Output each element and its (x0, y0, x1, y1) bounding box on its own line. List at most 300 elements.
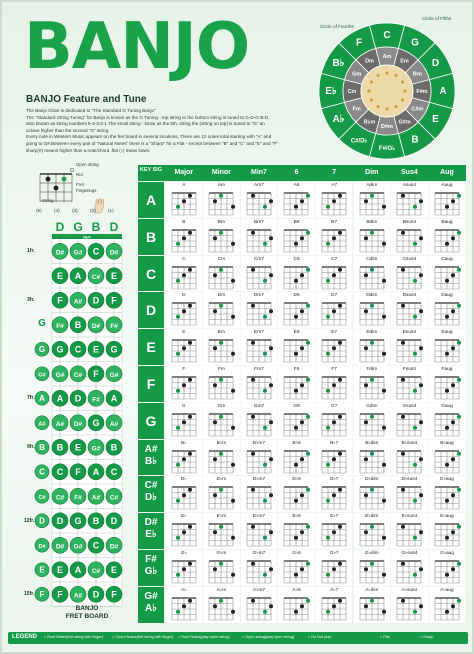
finger-dot (364, 494, 368, 498)
key-signature-cell (138, 292, 164, 328)
chord-cell (241, 329, 278, 365)
chord-fingering-diagram (206, 558, 236, 584)
chord-name: Dm7 (253, 293, 265, 299)
finger-dot (300, 383, 304, 387)
finger-dot (445, 315, 449, 319)
chord-name: B♭ (181, 440, 187, 446)
fret-note-label: G (92, 417, 100, 428)
finger-dot (326, 426, 330, 430)
finger-dot (401, 451, 405, 455)
chord-name: A♭ (181, 587, 187, 593)
fifth-string-label: A (39, 394, 45, 404)
chord-fingering-diagram (357, 337, 387, 363)
fifth-string-label: F (39, 590, 45, 600)
chord-cell (203, 292, 240, 328)
fret-note-label: G# (109, 371, 119, 379)
intro-line: also known as string numbers 5-4-3-2-1 The small string - know as the 5th, string the (string on top) is tuned to "G" an (26, 121, 265, 127)
finger-dot (306, 599, 310, 603)
fret-note-label: A# (109, 420, 119, 428)
wheel-major-key: A (439, 86, 447, 97)
chord-type-header: 6 (294, 169, 299, 176)
finger-dot (382, 352, 386, 356)
intro-line: going to G#.Between every pair of "Natural Notes" there is a "Sharp" for a Flat - except between "B" and "C" and "E" and "F" (26, 140, 278, 146)
finger-dot (451, 236, 455, 240)
chord-fingering-diagram (281, 300, 311, 326)
chord-name: Em7 (254, 330, 264, 336)
key-signature-cell (138, 550, 164, 586)
finger-dot (182, 310, 186, 314)
finger-dot (231, 315, 235, 319)
finger-dot (219, 341, 223, 345)
chord-fingering-diagram (357, 521, 387, 547)
chord-fingering-diagram (244, 374, 274, 400)
chord-cell (203, 587, 240, 623)
finger-dot (401, 341, 405, 345)
finger-dot (182, 530, 186, 534)
finger-dot (451, 346, 455, 350)
finger-dot (231, 205, 235, 209)
finger-dot (300, 236, 304, 240)
chord-name: Fm (217, 367, 225, 372)
finger-dot (300, 457, 304, 461)
finger-dot (251, 378, 255, 382)
chord-cell (241, 292, 278, 328)
chord-name: G♭dim (364, 551, 379, 556)
finger-dot (213, 310, 217, 314)
fret-note-label: C# (91, 273, 101, 281)
finger-dot (176, 242, 180, 246)
chord-fingering-diagram (357, 411, 387, 437)
wheel-major-key: B (411, 134, 419, 146)
chord-fingering-diagram (244, 448, 274, 474)
chord-fingering-diagram (357, 264, 387, 290)
finger-dot (364, 420, 368, 424)
finger-dot (419, 457, 423, 461)
chord-fingering-diagram (319, 227, 349, 253)
finger-dot (401, 525, 405, 529)
fret-note-label: E (92, 344, 100, 355)
chord-cell (203, 550, 240, 586)
chord-fingering-diagram (281, 521, 311, 547)
finger-dot (445, 205, 449, 209)
chord-name: G (181, 403, 186, 409)
chord-fingering-diagram (319, 558, 349, 584)
finger-dot (413, 610, 417, 614)
finger-dot (338, 304, 342, 308)
chord-name: D7 (331, 293, 338, 299)
finger-dot (188, 525, 192, 529)
finger-dot (364, 199, 368, 203)
circle-fifths-label: Circle of Fifths (422, 16, 452, 21)
wheel-minor-key: Gm (352, 71, 362, 78)
finger-dot (370, 488, 374, 492)
chord-name: G♭6 (292, 551, 301, 556)
finger-dot (419, 273, 423, 277)
finger-dot (213, 457, 217, 461)
chord-name: G♭m7 (252, 551, 266, 556)
chord-cell (391, 219, 428, 255)
finger-dot (300, 420, 304, 424)
finger-dot (294, 536, 298, 540)
finger-dot (326, 536, 330, 540)
chord-fingering-diagram (319, 484, 349, 510)
finger-dot (188, 267, 192, 271)
finger-dot (176, 278, 180, 282)
finger-dot (269, 420, 273, 424)
intro-line: The "Standard String Tuning" for Banjo is known as the G Tuning - top string to the bottom string is tuned to G-D-G-B-D. (26, 114, 270, 120)
wheel-major-key: C#/D♭ (350, 138, 368, 145)
finger-dot (445, 499, 449, 503)
chord-fingering-diagram (281, 227, 311, 253)
key-label: F# (145, 554, 157, 565)
chord-cell (278, 182, 315, 218)
chord-fingering-diagram (206, 374, 236, 400)
chord-fingering-diagram (432, 300, 462, 326)
chord-cell (278, 329, 315, 365)
finger-dot (263, 389, 267, 393)
finger-dot (306, 525, 310, 529)
chord-fingering-diagram (244, 337, 274, 363)
chord-cell (166, 366, 203, 402)
chord-name: D♭6 (292, 477, 301, 483)
key-sig-header: KEY SIG (139, 167, 163, 173)
chord-cell (316, 476, 353, 512)
finger-dot (332, 199, 336, 203)
chord-table-header (138, 165, 466, 181)
chord-name: B♭dim (365, 440, 379, 446)
finger-dot (300, 530, 304, 534)
chord-fingering-diagram (169, 264, 199, 290)
chord-cell (241, 440, 278, 476)
finger-dot (294, 352, 298, 356)
wheel-minor-key: Em (400, 58, 409, 65)
legend-item: = Flat (380, 635, 390, 639)
wheel-center-dot (370, 80, 373, 83)
chord-name: E♭7 (330, 514, 339, 520)
finger-dot (382, 610, 386, 614)
fifth-string-label: G# (38, 372, 46, 379)
finger-dot (419, 604, 423, 608)
finger-dot (332, 604, 336, 608)
finger-dot (231, 462, 235, 466)
fret-note-label: E (110, 564, 118, 575)
chord-cell (166, 513, 203, 549)
finger-dot (370, 599, 374, 603)
chord-fingering-diagram (206, 521, 236, 547)
chord-cell (203, 440, 240, 476)
finger-dot (401, 415, 405, 419)
finger-dot (445, 426, 449, 430)
key-label: G# (144, 590, 158, 602)
chord-fingering-diagram (206, 227, 236, 253)
wheel-minor-key: Fm (352, 106, 361, 113)
chord-fingering-diagram (281, 337, 311, 363)
fret-note-label: C (110, 466, 118, 477)
finger-dot (413, 278, 417, 282)
finger-dot (219, 267, 223, 271)
wheel-center-dot (370, 98, 373, 101)
finger-dot (401, 194, 405, 198)
fret-note-label: B (56, 442, 64, 453)
finger-dot (382, 426, 386, 430)
finger-dot (457, 341, 461, 345)
wheel-center-dot (385, 71, 388, 74)
chord-name: Fm7 (254, 367, 264, 372)
key-signature-cell (138, 329, 164, 365)
chord-fingering-diagram (394, 300, 424, 326)
finger-dot (231, 610, 235, 614)
finger-dot (401, 267, 405, 271)
finger-dot (382, 205, 386, 209)
chord-fingering-diagram (432, 337, 462, 363)
finger-dot (419, 567, 423, 571)
finger-dot (251, 231, 255, 235)
chord-fingering-diagram (394, 521, 424, 547)
fret-note-label: F# (110, 322, 118, 330)
chord-fingering-diagram (281, 374, 311, 400)
finger-dot (182, 199, 186, 203)
chord-fingering-diagram (394, 448, 424, 474)
finger-dot (338, 562, 342, 566)
intro-line: Every note in Western Music appears on the fret board in several locations, There are 12 notes total starting with "A" and (26, 134, 272, 140)
chord-fingering-diagram (394, 374, 424, 400)
chord-cell (391, 329, 428, 365)
finger-dot (364, 310, 368, 314)
legend-item: = Root Notes(play open string) (178, 635, 230, 639)
chord-name: Esus4 (402, 330, 417, 336)
chord-fingering-diagram (169, 484, 199, 510)
chord-cell (354, 329, 391, 365)
chord-cell (203, 182, 240, 218)
chord-cell (241, 513, 278, 549)
finger-dot (188, 304, 192, 308)
finger-dot (294, 205, 298, 209)
string-number: (4) (54, 208, 60, 213)
finger-dot (364, 567, 368, 571)
wheel-major-key: D (431, 58, 440, 69)
chord-cell (203, 476, 240, 512)
fret-note-label: F (111, 589, 117, 600)
chord-name: E6 (293, 330, 300, 336)
key-label: A# (144, 443, 158, 455)
finger-dot (401, 378, 405, 382)
wheel-center-dot (376, 105, 379, 108)
finger-dot (263, 352, 267, 356)
finger-dot (300, 346, 304, 350)
chord-cell (429, 513, 466, 549)
chord-fingering-diagram (169, 337, 199, 363)
chord-fingering-diagram (169, 558, 199, 584)
finger-dot (451, 567, 455, 571)
chord-fingering-diagram (319, 264, 349, 290)
finger-dot (364, 383, 368, 387)
chord-cell (391, 292, 428, 328)
finger-dot (332, 494, 336, 498)
finger-dot (326, 573, 330, 577)
finger-dot (457, 525, 461, 529)
finger-dot (251, 562, 255, 566)
finger-dot (338, 194, 342, 198)
nut-label: NUT (83, 235, 91, 240)
finger-dot (382, 242, 386, 246)
finger-dot (326, 315, 330, 319)
chord-name: D♭m7 (252, 477, 266, 483)
chord-cell (354, 513, 391, 549)
chord-cell (278, 366, 315, 402)
finger-dot (326, 352, 330, 356)
finger-dot (326, 205, 330, 209)
chord-name: Dsus4 (402, 293, 417, 299)
finger-dot (306, 488, 310, 492)
finger-dot (419, 199, 423, 203)
finger-dot (451, 420, 455, 424)
open-note: D (109, 220, 119, 234)
chord-name: D♭ (180, 477, 187, 483)
chord-cell (316, 256, 353, 292)
chord-cell (316, 550, 353, 586)
chord-cell (316, 440, 353, 476)
finger-dot (188, 488, 192, 492)
finger-dot (332, 567, 336, 571)
fret-note-label: G# (55, 371, 65, 379)
finger-dot (457, 378, 461, 382)
chord-cell (241, 550, 278, 586)
finger-dot (326, 462, 330, 466)
wheel-major-key: B♭ (332, 58, 345, 69)
finger-dot (294, 499, 298, 503)
finger-dot (364, 530, 368, 534)
diagram-nut-label: Nut (76, 172, 83, 177)
finger-dot (326, 610, 330, 614)
chord-cell (391, 403, 428, 439)
fret-note-label: C (92, 540, 100, 551)
fret-note-label: C (92, 246, 100, 257)
chord-name: F (182, 367, 186, 372)
chord-fingering-diagram (432, 227, 462, 253)
chord-name: D♭m (216, 477, 227, 483)
chord-name: B (182, 219, 186, 225)
chord-name: Em (217, 330, 225, 336)
finger-dot (219, 525, 223, 529)
chord-cell (391, 513, 428, 549)
key-label-flat: G♭ (144, 566, 158, 577)
finger-dot (269, 494, 273, 498)
finger-dot (338, 267, 342, 271)
chord-cell (429, 329, 466, 365)
chord-fingering-diagram (357, 227, 387, 253)
finger-dot (419, 310, 423, 314)
finger-dot (176, 389, 180, 393)
wheel-minor-key: Bm (412, 71, 422, 78)
chord-name: D♭dim (365, 477, 379, 483)
finger-dot (263, 205, 267, 209)
chord-cell (166, 476, 203, 512)
finger-dot (445, 573, 449, 577)
finger-dot (188, 415, 192, 419)
wheel-center-dot (403, 89, 406, 92)
finger-dot (457, 231, 461, 235)
chord-cell (429, 476, 466, 512)
finger-dot (401, 231, 405, 235)
string-number: (1) (108, 208, 114, 213)
finger-dot (269, 530, 273, 534)
chord-cell (166, 256, 203, 292)
finger-dot (451, 457, 455, 461)
chord-name: A6 (293, 183, 300, 188)
finger-dot (263, 315, 267, 319)
chord-cell (429, 403, 466, 439)
fret-note-label: A (74, 564, 82, 575)
chord-fingering-diagram (319, 411, 349, 437)
chord-name: Gm (217, 403, 226, 409)
chord-type-header: Minor (211, 169, 231, 176)
chord-cell (203, 256, 240, 292)
chord-fingering-diagram (169, 374, 199, 400)
chord-cell (316, 587, 353, 623)
finger-dot (306, 562, 310, 566)
chord-name: G♭m (216, 551, 227, 556)
finger-dot (382, 315, 386, 319)
finger-dot (370, 562, 374, 566)
finger-dot (300, 273, 304, 277)
fret-note-label: C# (109, 494, 119, 502)
legend-bar (8, 632, 468, 644)
chord-cell (166, 403, 203, 439)
wheel-center-dot (394, 74, 397, 77)
legend-item: = Chord Notes(fret string with finger) (112, 635, 174, 639)
chord-cell (166, 329, 203, 365)
chord-cell (354, 587, 391, 623)
finger-dot (413, 315, 417, 319)
chord-cell (391, 182, 428, 218)
chord-cell (354, 256, 391, 292)
finger-dot (445, 462, 449, 466)
fret-note-label: F (93, 368, 99, 379)
finger-dot (263, 242, 267, 246)
chord-name: G♭7 (329, 551, 339, 556)
chord-cell (391, 587, 428, 623)
finger-dot (213, 236, 217, 240)
fret-note-label: A (56, 393, 64, 404)
chord-name: Bsus4 (402, 219, 417, 225)
fifth-string-tuning: G (38, 318, 46, 329)
key-signature-cell (138, 366, 164, 402)
chord-cell (278, 476, 315, 512)
finger-dot (457, 488, 461, 492)
wheel-center-dot (367, 89, 370, 92)
chord-name: Am7 (254, 183, 264, 188)
fret-note-label: C (74, 344, 82, 355)
chord-cell (429, 440, 466, 476)
finger-dot (219, 304, 223, 308)
string-number: (5) (36, 208, 42, 213)
finger-dot (413, 389, 417, 393)
finger-dot (445, 610, 449, 614)
chord-cell (278, 550, 315, 586)
chord-cell (429, 256, 466, 292)
chord-cell (166, 182, 203, 218)
chord-fingering-diagram (244, 227, 274, 253)
open-note: B (91, 220, 101, 234)
finger-dot (338, 415, 342, 419)
chord-fingering-diagram (319, 337, 349, 363)
chord-fingering-diagram (281, 411, 311, 437)
fret-note-label: A# (55, 420, 65, 428)
finger-dot (251, 267, 255, 271)
chord-name: B♭7 (330, 440, 339, 446)
fret-note-label: A# (73, 298, 83, 306)
finger-dot (401, 599, 405, 603)
